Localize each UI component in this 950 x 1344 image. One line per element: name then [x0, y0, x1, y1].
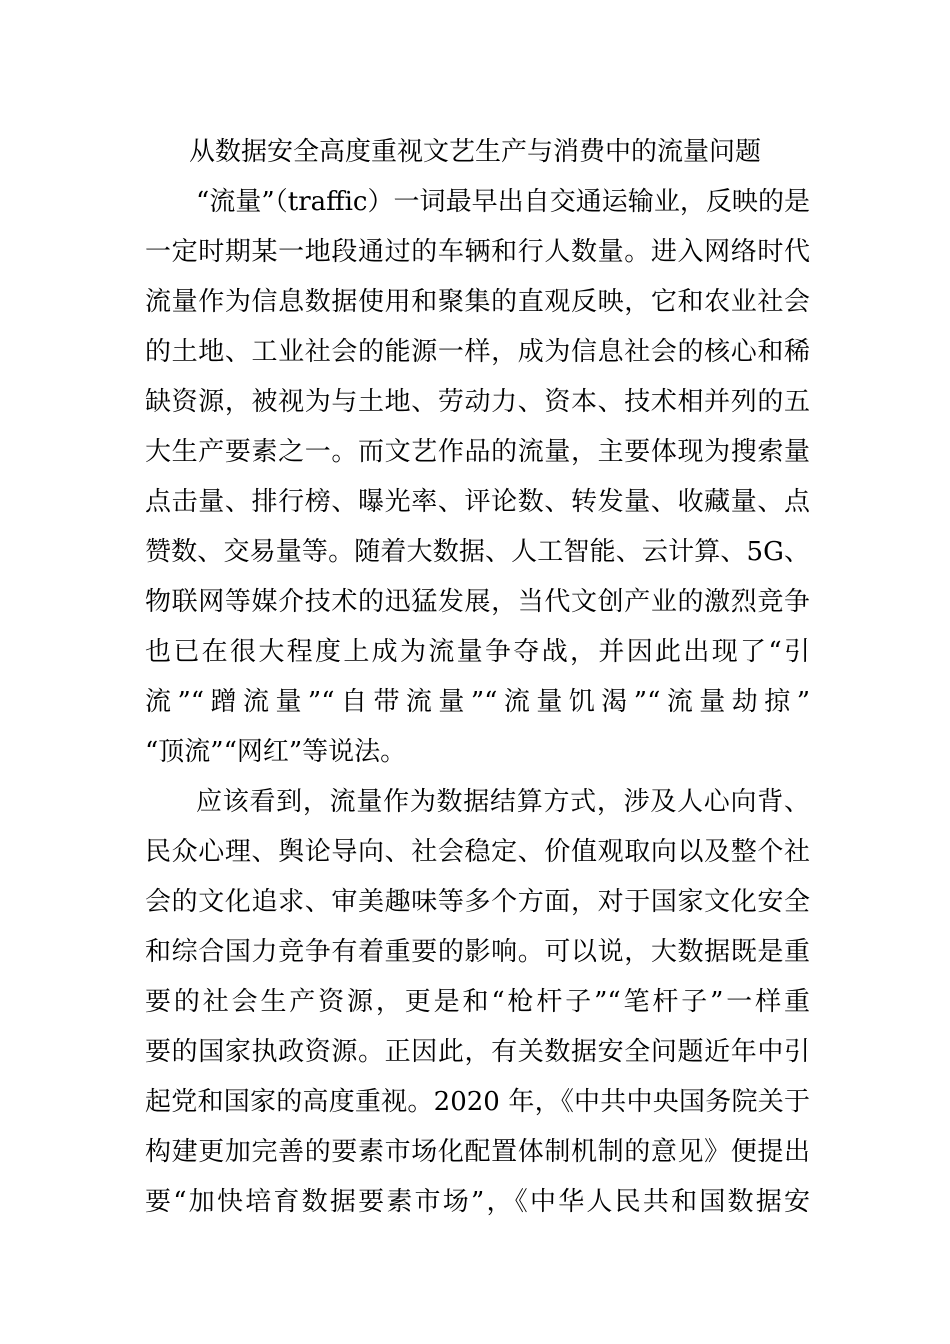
text-line: 大生产要素之一。而文艺作品的流量，主要体现为搜索量 — [145, 437, 810, 467]
text-line: 流量作为信息数据使用和聚集的直观反映，它和农业社会 — [145, 287, 810, 317]
text-line: “流量”（traffic）一词最早出自交通运输业，反映的是 — [196, 187, 810, 217]
text-line: 也已在很大程度上成为流量争夺战，并因此出现了“引 — [145, 637, 810, 667]
text-line: 的土地、工业社会的能源一样，成为信息社会的核心和稀 — [145, 337, 810, 367]
text-line: 要“加快培育数据要素市场”，《中华人民共和国数据安 — [145, 1187, 810, 1217]
text-line: 会的文化追求、审美趣味等多个方面，对于国家文化安全 — [145, 887, 810, 917]
text-line: 起党和国家的高度重视。2020 年，《中共中央国务院关于 — [145, 1087, 810, 1117]
text-line: 要的社会生产资源，更是和“枪杆子”“笔杆子”一样重 — [145, 987, 810, 1017]
text-line: 缺资源，被视为与土地、劳动力、资本、技术相并列的五 — [145, 387, 810, 417]
text-line: 和综合国力竞争有着重要的影响。可以说，大数据既是重 — [145, 937, 810, 967]
text-line: “顶流”“网红”等说法。 — [145, 737, 407, 767]
text-line: 要的国家执政资源。正因此，有关数据安全问题近年中引 — [145, 1037, 810, 1067]
text-line: 民众心理、舆论导向、社会稳定、价值观取向以及整个社 — [145, 837, 810, 867]
text-line: 点击量、排行榜、曝光率、评论数、转发量、收藏量、点 — [145, 487, 810, 517]
text-line: 一定时期某一地段通过的车辆和行人数量。进入网络时代 — [145, 237, 810, 267]
text-line: 赞数、交易量等。随着大数据、人工智能、云计算、5G、 — [145, 537, 810, 567]
text-line: 应该看到，流量作为数据结算方式，涉及人心向背、 — [196, 787, 810, 817]
document-title: 从数据安全高度重视文艺生产与消费中的流量问题 — [188, 137, 761, 167]
text-line: 流”“蹭流量”“自带流量”“流量饥渴”“流量劫掠” — [145, 687, 810, 717]
text-line: 物联网等媒介技术的迅猛发展，当代文创产业的激烈竞争 — [145, 587, 810, 617]
text-line: 构建更加完善的要素市场化配置体制机制的意见》便提出 — [145, 1137, 810, 1167]
